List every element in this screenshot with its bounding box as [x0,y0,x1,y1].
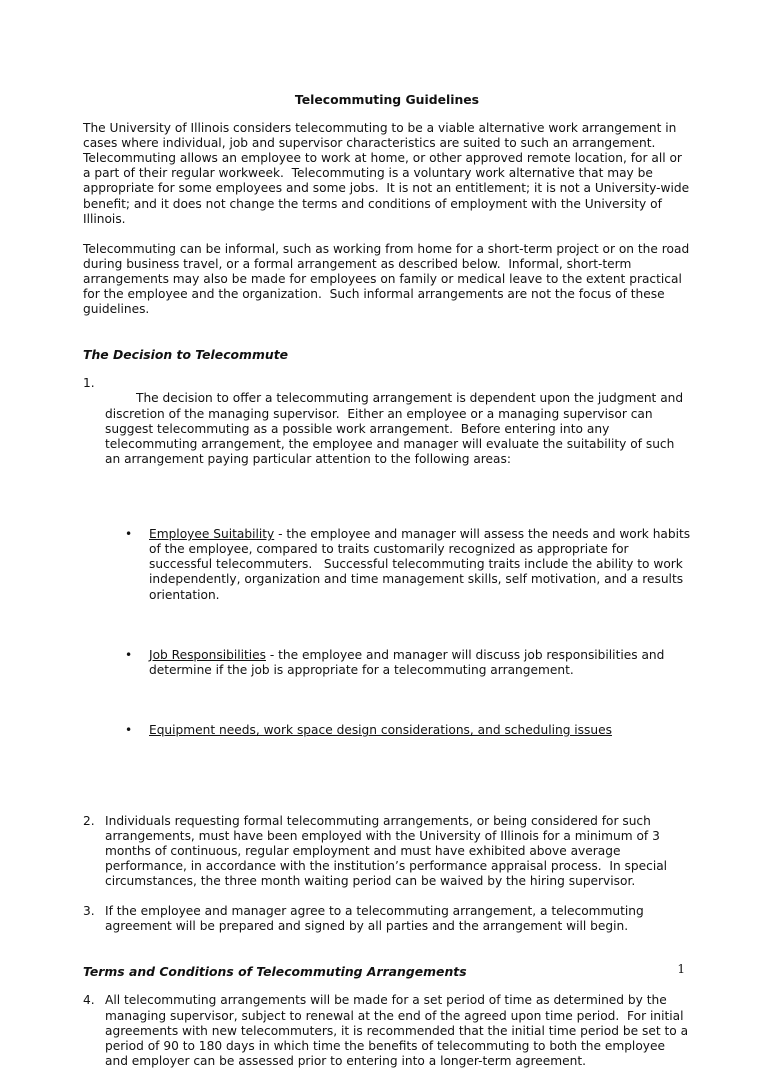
bullet-dot-icon: • [125,723,133,738]
item-number: 4. [83,993,95,1008]
bullet-list [105,497,695,769]
intro-paragraph-2: Telecommuting can be informal, such as working from home for a short-term project or on the road during business travel, or a formal arrangement as described below. Informal, short-term arrangements may also be made for employees on family or medical leave to the extent practical for the employee and the organization. Such informal arrangements are not the focus of these guidelines. [83,241,694,317]
bullet-dot-icon: • [125,527,133,542]
bullet-job-responsibilities [105,648,691,678]
section-heading-decision: The Decision to Telecommute [83,347,289,363]
numbered-item-4 [83,993,691,1068]
bullet-body [149,723,691,738]
bullet-employee-suitability [105,527,695,602]
document-title: Telecommuting Guidelines [294,92,480,107]
intro-paragraph-1: The University of Illinois considers telecommuting to be a viable alternative work arrangement in cases where individual, job and supervisor characteristics are suited to such an arrangement. Telecommuting allows an employee to work at home, or other approved remote location, for all or a part of their regular workweek. Telecommuting is a voluntary work alternative that may be appropriate for some employees and some jobs. It is not an entitlement; it is not a University-wide benefit; and it does not change the terms and conditions of employment with the University of Illinois. [83,121,693,226]
document-body [83,92,695,1084]
item-number: 3. [83,904,95,919]
item-text: The decision to offer a telecommuting arrangement is dependent upon the judgment and discretion of the managing supervisor. Either an employee or a managing supervisor can suggest telecommuting as a possible work arrangement. Before entering into any telecommuting arrangement, the employee and manager will evaluate the suitability of such an arrangement paying particular attention to the following areas: [105,391,688,466]
bullet-body [149,527,695,602]
bullet-text: - the employee and manager will assess the needs and work habits of the employee, compared to traits customarily recognized as appropriate for successful telecommuters. Successful telecommuting traits include the ability to work independently, organization and time management skills, self motivation, and a results orientation. [149,527,695,602]
item-text: If the employee and manager agree to a telecommuting arrangement, a telecommuting agreement will be prepared and signed by all parties and the arrangement will begin. [105,904,648,934]
numbered-item-1 [83,376,695,798]
item-text: Individuals requesting formal telecommuting arrangements, or being considered for such arrangements, must have been employed with the University of Illinois for a minimum of 3 months of continuous, regular employment and must have exhibited above average performance, in accordance with the institution’s performance appraisal process. In special circumstances, the three month waiting period can be waived by the hiring supervisor. [105,813,671,889]
bullet-equipment-needs [105,723,691,738]
numbered-item-3 [83,904,691,934]
bullet-label: Job Responsibilities [149,647,266,662]
item-body [105,376,695,798]
bullet-label: Employee Suitability [149,527,275,542]
item-number: 2. [83,813,95,828]
page-number: 1 [677,962,685,976]
bullet-dot-icon: • [125,647,133,662]
bullet-body [149,648,691,678]
item-number: 1. [83,376,95,391]
bullet-label: Equipment needs, work space design considerations, and scheduling issues [149,723,612,738]
section-heading-terms: Terms and Conditions of Telecommuting Arrangements [83,964,467,980]
numbered-item-2 [83,814,691,889]
item-text: All telecommuting arrangements will be made for a set period of time as determined by the managing supervisor, subject to renewal at the end of the agreed upon time period. For initial agreements with new telecommuters, it is recommended that the initial time period be set to a period of 90 to 180 days in which time the benefits of telecommuting to both the employee and employer can be assessed prior to entering into a longer-term agreement. [105,993,692,1068]
bullet-text: - the employee and manager will discuss job responsibilities and determine if the job is appropriate for a telecommuting arrangement. [149,647,669,677]
